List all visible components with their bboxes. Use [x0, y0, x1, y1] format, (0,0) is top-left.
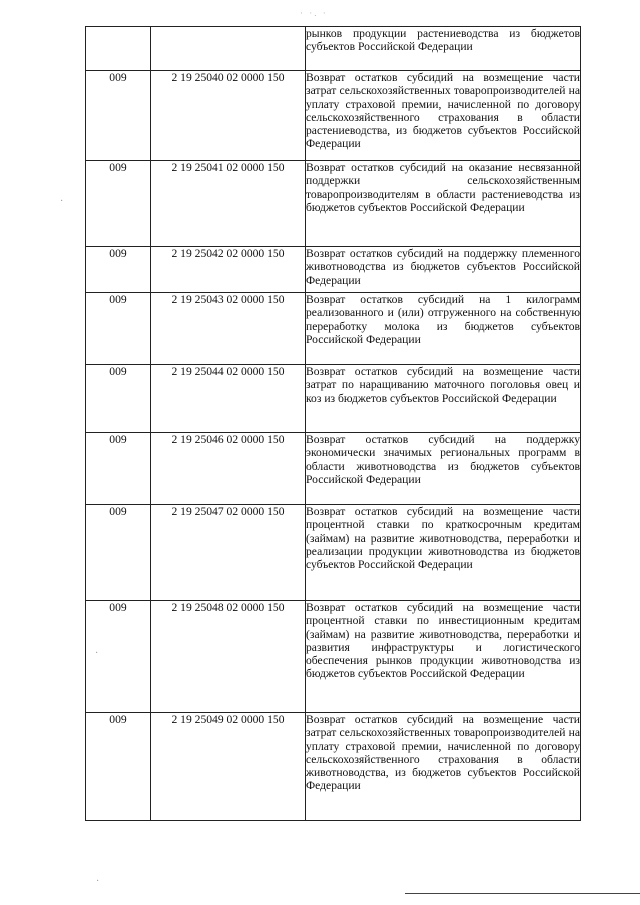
budget-classification-code-cell: 2 19 25041 02 0000 150 — [151, 161, 306, 247]
budget-classification-code-cell: 2 19 25047 02 0000 150 — [151, 505, 306, 601]
table-row — [86, 161, 581, 247]
description-cell — [306, 247, 581, 293]
admin-code-cell: 009 — [86, 713, 151, 821]
budget-classification-code-cell: 2 19 25048 02 0000 150 — [151, 601, 306, 713]
scan-speck: · — [95, 648, 99, 659]
description-text: Возврат остатков субсидий на поддержку племенного животноводства из бюджетов субъектов Российской Федерации — [306, 247, 580, 287]
description-cell — [306, 293, 581, 365]
description-cell — [306, 601, 581, 713]
budget-codes-table — [85, 26, 581, 821]
scan-mark: · ·. · — [300, 8, 328, 18]
table-row — [86, 293, 581, 365]
description-text: Возврат остатков субсидий на возмещение части затрат по наращиванию маточного поголовья овец и коз из бюджетов субъектов Российской Федерации — [306, 365, 580, 405]
page-footer-line — [405, 893, 640, 894]
table-row — [86, 247, 581, 293]
admin-code-cell — [86, 27, 151, 71]
table-row — [86, 433, 581, 505]
budget-classification-code-cell: 2 19 25042 02 0000 150 — [151, 247, 306, 293]
scan-speck: · — [96, 876, 100, 887]
admin-code-cell: 009 — [86, 71, 151, 161]
description-text: Возврат остатков субсидий на 1 килограмм реализованного и (или) отгруженного на собственную переработку молока из бюджетов субъектов Российской Федерации — [306, 293, 580, 346]
admin-code-cell: 009 — [86, 161, 151, 247]
budget-classification-code-cell: 2 19 25040 02 0000 150 — [151, 71, 306, 161]
description-cell — [306, 505, 581, 601]
admin-code-cell: 009 — [86, 601, 151, 713]
table-row — [86, 601, 581, 713]
description-text: Возврат остатков субсидий на поддержку экономически значимых региональных программ в области животноводства из бюджетов субъектов Российской Федерации — [306, 433, 580, 486]
description-text: Возврат остатков субсидий на оказание несвязанной поддержки сельскохозяйственным товаропроизводителям в области растениеводства из бюджетов субъектов Российской Федерации — [306, 161, 580, 214]
description-text: Возврат остатков субсидий на возмещение части процентной ставки по инвестиционным кредитам (займам) на развитие животноводства, переработки и развития инфраструктуры и логистического обеспечения рынков продукции животноводства из бюджетов субъектов Российской Федерации — [306, 601, 580, 681]
table-row — [86, 71, 581, 161]
admin-code-cell: 009 — [86, 365, 151, 433]
table-row — [86, 365, 581, 433]
description-text: Возврат остатков субсидий на возмещение части затрат сельскохозяйственных товаропроизводителей на уплату страховой премии, начисленной по договору сельскохозяйственного страхования в области растениеводства, из бюджетов субъектов Российской Федерации — [306, 71, 580, 151]
description-cell — [306, 71, 581, 161]
description-text: рынков продукции растениеводства из бюджетов субъектов Российской Федерации — [306, 27, 580, 54]
description-cell — [306, 27, 581, 71]
admin-code-cell: 009 — [86, 505, 151, 601]
table-row — [86, 713, 581, 821]
description-cell — [306, 713, 581, 821]
table-row — [86, 505, 581, 601]
description-cell — [306, 433, 581, 505]
scan-speck: · — [60, 196, 64, 207]
budget-classification-code-cell: 2 19 25049 02 0000 150 — [151, 713, 306, 821]
admin-code-cell: 009 — [86, 247, 151, 293]
description-cell — [306, 365, 581, 433]
budget-classification-code-cell: 2 19 25046 02 0000 150 — [151, 433, 306, 505]
admin-code-cell: 009 — [86, 293, 151, 365]
budget-classification-code-cell — [151, 27, 306, 71]
budget-classification-code-cell: 2 19 25044 02 0000 150 — [151, 365, 306, 433]
description-text: Возврат остатков субсидий на возмещение части затрат сельскохозяйственных товаропроизводителей на уплату страховой премии, начисленной по договору сельскохозяйственного страхования в области животноводства, из бюджетов субъектов Российской Федерации — [306, 713, 580, 793]
table-row — [86, 27, 581, 71]
description-cell — [306, 161, 581, 247]
budget-classification-code-cell: 2 19 25043 02 0000 150 — [151, 293, 306, 365]
admin-code-cell: 009 — [86, 433, 151, 505]
description-text: Возврат остатков субсидий на возмещение части процентной ставки по краткосрочным кредитам (займам) на развитие животноводства, переработки и реализации продукции животноводства из бюджетов субъектов Российской Федерации — [306, 505, 580, 572]
